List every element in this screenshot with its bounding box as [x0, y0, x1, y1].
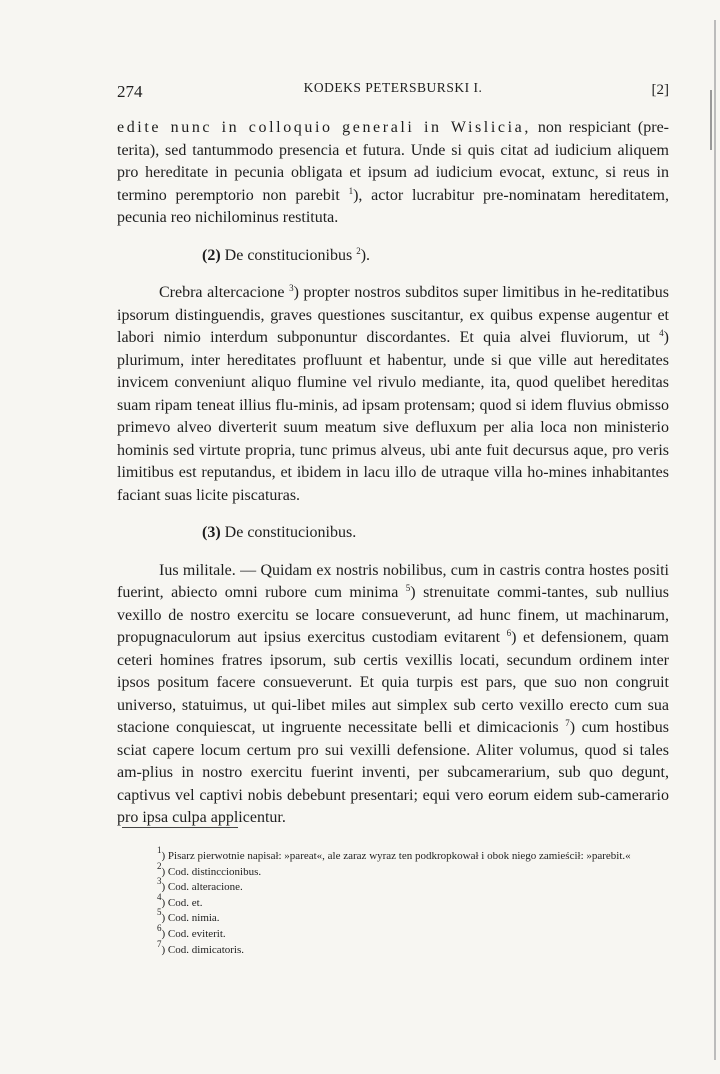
section-heading-2 — [117, 245, 669, 268]
page-edge-shadow — [714, 20, 716, 1060]
footnote-ref-5: 5 — [405, 583, 411, 593]
footnote: $^6$) Cod. eviterit. — [157, 922, 226, 940]
footnote-text: Cod. eviterit. — [167, 927, 226, 940]
paragraph-3-text-2: ) strenuitate commi-tantes, sub nullius vexillo de nostro exercitu se locare consueverunt, ad hunc finem, ut machinarum, propugnaculorum aut ipsius exercitus custodiam evitarent — [117, 584, 670, 646]
section-title-3: De constitucionibus. — [220, 524, 357, 541]
paragraph-2-text-3: ) plurimum, inter hereditates profluunt et habentur, unde si que ville aut hereditates invicem conveniunt aliquo flumine vel rivulo mediante, ita, quod quelibet hereditas suam ripam teneat illius flu-minis, ad ipsam protensam; quod si idem fluvius obmisso primevo alveo diverterit suum meatum sive defluxum per alia loca non ministerio hominis sed virtute propria, tunc primus alveus, ubi ante fuit decursus aque, pro veris limitibus est reputandus, et ibidem in lacu illo de utraque villa ho-mines inhabitantes faciant suas licite piscaturas. — [117, 329, 669, 504]
footnote: $^3$) Cod. alteracione. — [157, 876, 243, 894]
main-text — [117, 117, 669, 830]
footnote: $^2$) Cod. distinccionibus. — [157, 860, 262, 878]
footnote-mark: 4 — [157, 891, 162, 902]
footnote-ref-4: 4 — [659, 328, 664, 338]
paragraph-3-text-3: ) et defensionem, quam ceteri homines fratres ipsorum, sub certis vexillis locati, secundum ordinem inter ipsos positum facere consueverunt. Et quia turpis est pars, que suo non congruit universo, statuimus, ut qui-libet miles aut simplex sub certo vexillo erecto cum sua stacione conquiescat, ut ingruente necessitate belli et dimicacionis — [117, 629, 669, 736]
footnote: $^1$) Pisarz pierwotnie napisał: »pareat«, ale zaraz wyraz ten podkropkował i obok niego zamieścił: »parebit.« — [157, 845, 631, 862]
section-number-3: (3) — [202, 524, 221, 541]
footnote-text: Cod. alteracione. — [167, 881, 243, 894]
footnote-text: Cod. et. — [167, 896, 203, 909]
paragraph-1-text-b: ), actor lucrabitur pre-nominatam hereditatem, pecunia reo nichilominus restituta. — [117, 186, 669, 226]
footnote-mark: 6 — [157, 922, 162, 933]
footnote-divider — [122, 827, 238, 828]
footnote: $^7$) Cod. dimicatoris. — [157, 938, 244, 956]
paragraph-1 — [117, 117, 669, 230]
footnote: $^5$) Cod. nimia. — [157, 907, 220, 925]
footnote-ref-1: 1 — [348, 185, 354, 196]
spaced-text: edite nunc in colloquio generali in Wislicia, — [117, 119, 531, 136]
paragraph-3 — [117, 560, 669, 830]
section-number-2: (2) — [202, 246, 221, 264]
section-title-2-tail: ). — [360, 246, 371, 264]
footnote-text: Pisarz pierwotnie napisał: »pareat«, ale zaraz wyraz ten podkropkował i obok niego zamieścił: »parebit.« — [167, 850, 631, 862]
footnote-text: Cod. dimicatoris. — [167, 943, 244, 956]
footnote-text: Cod. distinccionibus. — [167, 865, 262, 878]
paragraph-2-text-2: ) propter nostros subditos super limitibus in he-reditatibus ipsorum distinguendis, graves questiones suscitantur, ex quibus expense augentur et labori nimio interdum subponuntur discordantes. Et quia alvei fluviorum, ut — [117, 284, 669, 346]
footnote-mark: 2 — [157, 860, 162, 871]
section-heading-3 — [117, 522, 669, 545]
footnote-ref-3: 3 — [289, 283, 294, 293]
section-title-2: De constitucionibus — [220, 246, 357, 264]
paragraph-3-text-1: Ius militale. — Quidam ex nostris nobilibus, cum in castris contra hostes positi fuerint, abiecto omni rubore cum minima — [117, 561, 669, 601]
footnote-mark: 3 — [157, 876, 162, 887]
paragraph-1-text-a: non respiciant (pre-terita), sed tantummodo presencia et futura. Unde si quis citat ad iudicium aliquem pro hereditate in pecunia obligata et ipsum ad iudicium evocat, extunc, si reus in termino peremptorio non parebit — [117, 119, 669, 204]
footnotes — [117, 845, 669, 958]
footnote-ref-2: 2 — [356, 245, 361, 256]
footnote-ref-6: 6 — [506, 628, 512, 638]
footnote: $^4$) Cod. et. — [157, 891, 203, 909]
footnote-text: Cod. nimia. — [167, 912, 220, 925]
footnote-mark: 1 — [157, 845, 162, 855]
running-title: KODEKS PETERSBURSKI I. — [303, 80, 483, 95]
footnote-ref-7: 7 — [565, 718, 570, 728]
footnote-mark: 5 — [157, 907, 162, 918]
page-number: 274 — [117, 82, 143, 101]
running-header — [117, 80, 669, 106]
paragraph-3-text-4: ) cum hostibus sciat capere locum certum pro sui vexilli defensione. Aliter volumus, quod si tales am-plius in nostro exercitu fuerint inventi, per subcamerarium, sub quo degunt, captivus vel captivi nobis debebunt presentari; equi vero eorum eidem sub-camerario pro ipsa culpa applicentur. — [117, 719, 670, 826]
paragraph-2 — [117, 282, 669, 507]
footnote-mark: 7 — [157, 938, 162, 949]
section-marker: [2] — [651, 82, 669, 98]
page-edge-mark — [710, 90, 712, 150]
paragraph-2-text-1: Crebra altercacione — [159, 284, 290, 301]
